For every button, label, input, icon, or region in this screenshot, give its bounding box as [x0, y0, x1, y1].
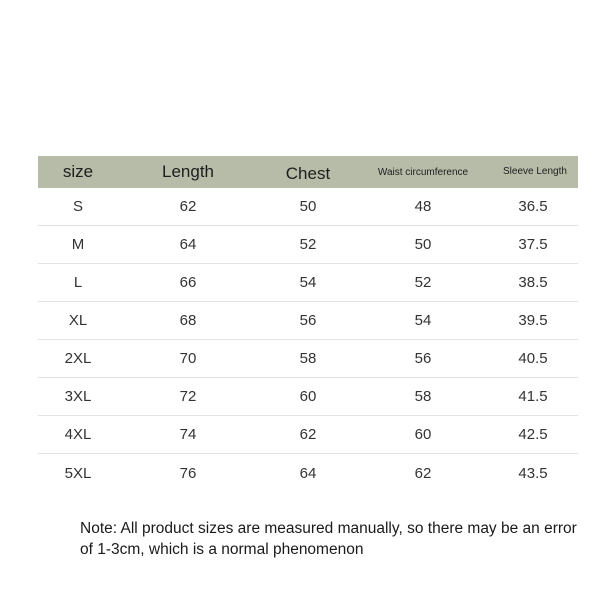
chest-cell: 52: [299, 236, 317, 253]
header-waist-circumference: Waist circumference: [377, 166, 469, 178]
table-row: [38, 302, 578, 340]
waist-cell: 62: [414, 464, 432, 482]
length-cell: 64: [179, 236, 197, 253]
chest-cell: 60: [299, 388, 317, 405]
length-cell: 62: [179, 198, 197, 215]
size-cell: 2XL: [64, 350, 92, 367]
sleeve-cell: 40.5: [518, 350, 548, 367]
size-cell: XL: [68, 312, 88, 329]
waist-cell: 60: [414, 426, 432, 443]
size-cell: M: [71, 236, 85, 253]
sleeve-cell: 37.5: [518, 236, 548, 253]
length-cell: 74: [179, 426, 197, 443]
length-cell: 66: [179, 274, 197, 291]
length-cell: 70: [179, 350, 197, 367]
chest-cell: 56: [299, 312, 317, 329]
chest-cell: 62: [299, 426, 317, 443]
measurement-note: Note: All product sizes are measured manually, so there may be an error of 1-3cm, which is a normal phenomenon: [80, 520, 577, 558]
sleeve-cell: 42.5: [518, 426, 548, 443]
chest-cell: 50: [299, 198, 317, 215]
size-cell: 5XL: [64, 464, 92, 482]
waist-cell: 52: [414, 274, 432, 291]
size-cell: 3XL: [64, 388, 92, 405]
length-cell: 76: [179, 464, 197, 482]
header-length: Length: [162, 162, 214, 181]
chest-cell: 64: [299, 464, 317, 482]
sleeve-cell: 36.5: [518, 198, 548, 215]
table-row: [38, 340, 578, 378]
waist-cell: 58: [414, 388, 432, 405]
size-cell: L: [73, 274, 83, 291]
table-row: [38, 454, 578, 492]
header-chest: Chest: [285, 164, 331, 183]
header-sleeve-length: Sleeve Length: [503, 166, 567, 177]
chest-cell: 58: [299, 350, 317, 367]
table-row: [38, 264, 578, 302]
table-header-row: [38, 156, 578, 188]
table-row: [38, 226, 578, 264]
header-size: size: [62, 162, 94, 181]
table-row: [38, 188, 578, 226]
sleeve-cell: 43.5: [518, 464, 548, 482]
waist-cell: 48: [414, 198, 432, 215]
chest-cell: 54: [299, 274, 317, 291]
sleeve-cell: 39.5: [518, 312, 548, 329]
size-cell: S: [72, 198, 83, 215]
waist-cell: 56: [414, 350, 432, 367]
waist-cell: 54: [414, 312, 432, 329]
table-row: [38, 378, 578, 416]
sleeve-cell: 38.5: [518, 274, 548, 291]
size-cell: 4XL: [64, 426, 92, 443]
length-cell: 72: [179, 388, 197, 405]
table-row: [38, 416, 578, 454]
waist-cell: 50: [414, 236, 432, 253]
length-cell: 68: [179, 312, 197, 329]
size-chart-table: [38, 156, 578, 492]
sleeve-cell: 41.5: [518, 388, 548, 405]
